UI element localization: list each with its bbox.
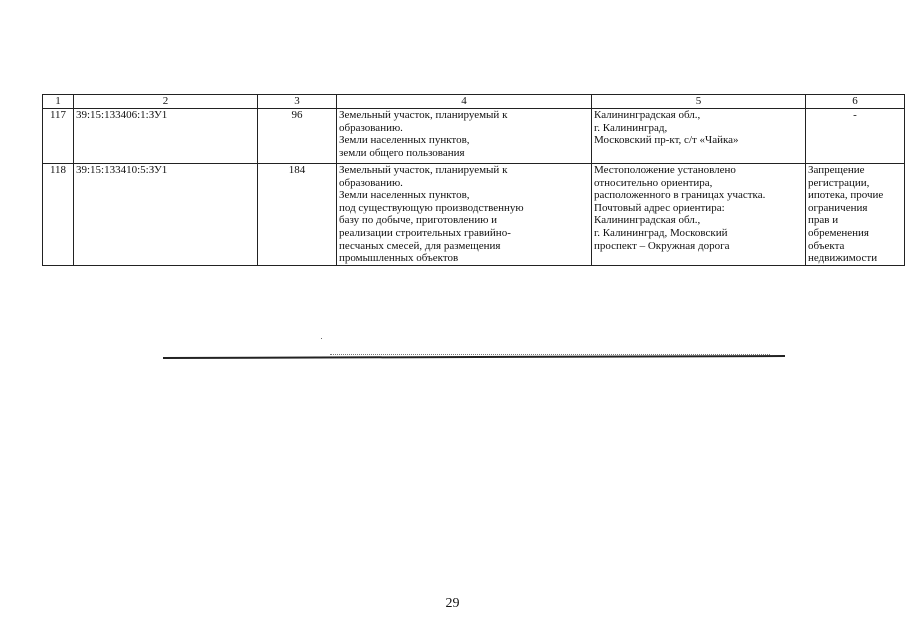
location-line: проспект – Окружная дорога xyxy=(594,239,730,252)
column-header-4: 4 xyxy=(337,95,592,109)
location-line: Почтовый адрес ориентира: xyxy=(594,201,725,214)
plot-description xyxy=(337,164,592,266)
plot-restrictions: - xyxy=(806,109,905,164)
plot-description xyxy=(337,109,592,164)
restriction-line: недвижимости xyxy=(808,252,878,265)
location-line: г. Калининград, Московский xyxy=(594,226,728,239)
scan-speck xyxy=(321,338,322,339)
plot-area: 96 xyxy=(258,109,337,164)
description-line: промышленных объектов xyxy=(339,252,459,265)
page-number: 29 xyxy=(445,596,460,611)
description-line: земли общего пользования xyxy=(339,146,465,159)
restriction-line: прав и xyxy=(808,214,839,227)
description-line: реализации строительных гравийно- xyxy=(339,226,511,239)
description-line: Земли населенных пунктов, xyxy=(339,134,470,147)
column-header-1: 1 xyxy=(43,95,74,109)
plot-area: 184 xyxy=(258,164,337,266)
cadastral-number: 39:15:133410:5:ЗУ1 xyxy=(74,164,258,266)
table-row xyxy=(43,109,905,164)
column-header-2: 2 xyxy=(74,95,258,109)
restriction-line: обременения xyxy=(808,226,869,239)
location-line: Московский пр-кт, с/т «Чайка» xyxy=(594,134,739,147)
restriction-line: объекта xyxy=(808,239,845,252)
column-header-5: 5 xyxy=(592,95,806,109)
location-line: расположенного в границах участка. xyxy=(594,189,766,202)
location-line: относительно ориентира, xyxy=(594,176,713,189)
restriction-line: ипотека, прочие xyxy=(808,189,884,202)
description-line: под существующую производственную xyxy=(339,201,524,214)
plot-location xyxy=(592,109,806,164)
description-line: Земельный участок, планируемый к xyxy=(339,164,508,176)
restriction-line: ограничения xyxy=(808,201,868,214)
location-line: Калининградская обл., xyxy=(594,214,701,227)
description-line: Земельный участок, планируемый к xyxy=(339,109,508,121)
description-line: образованию. xyxy=(339,121,403,134)
plot-restrictions xyxy=(806,164,905,266)
restriction-line: регистрации, xyxy=(808,176,870,189)
table-row xyxy=(43,164,905,266)
description-line: Земли населенных пунктов, xyxy=(339,189,470,202)
column-header-3: 3 xyxy=(258,95,337,109)
column-header-6: 6 xyxy=(806,95,905,109)
location-line: г. Калининград, xyxy=(594,121,668,134)
plot-location xyxy=(592,164,806,266)
location-line: Местоположение установлено xyxy=(594,164,736,176)
description-line: базу по добыче, приготовлению и xyxy=(339,214,498,227)
row-number: 117 xyxy=(43,109,74,164)
location-line: Калининградская обл., xyxy=(594,109,701,121)
table-header-row xyxy=(43,95,905,109)
description-line: песчаных смесей, для размещения xyxy=(339,239,501,252)
restriction-line: Запрещение xyxy=(808,164,865,176)
section-divider-line xyxy=(163,355,785,359)
land-plots-table xyxy=(42,94,905,266)
description-line: образованию. xyxy=(339,176,403,189)
row-number: 118 xyxy=(43,164,74,266)
cadastral-number: 39:15:133406:1:ЗУ1 xyxy=(74,109,258,164)
